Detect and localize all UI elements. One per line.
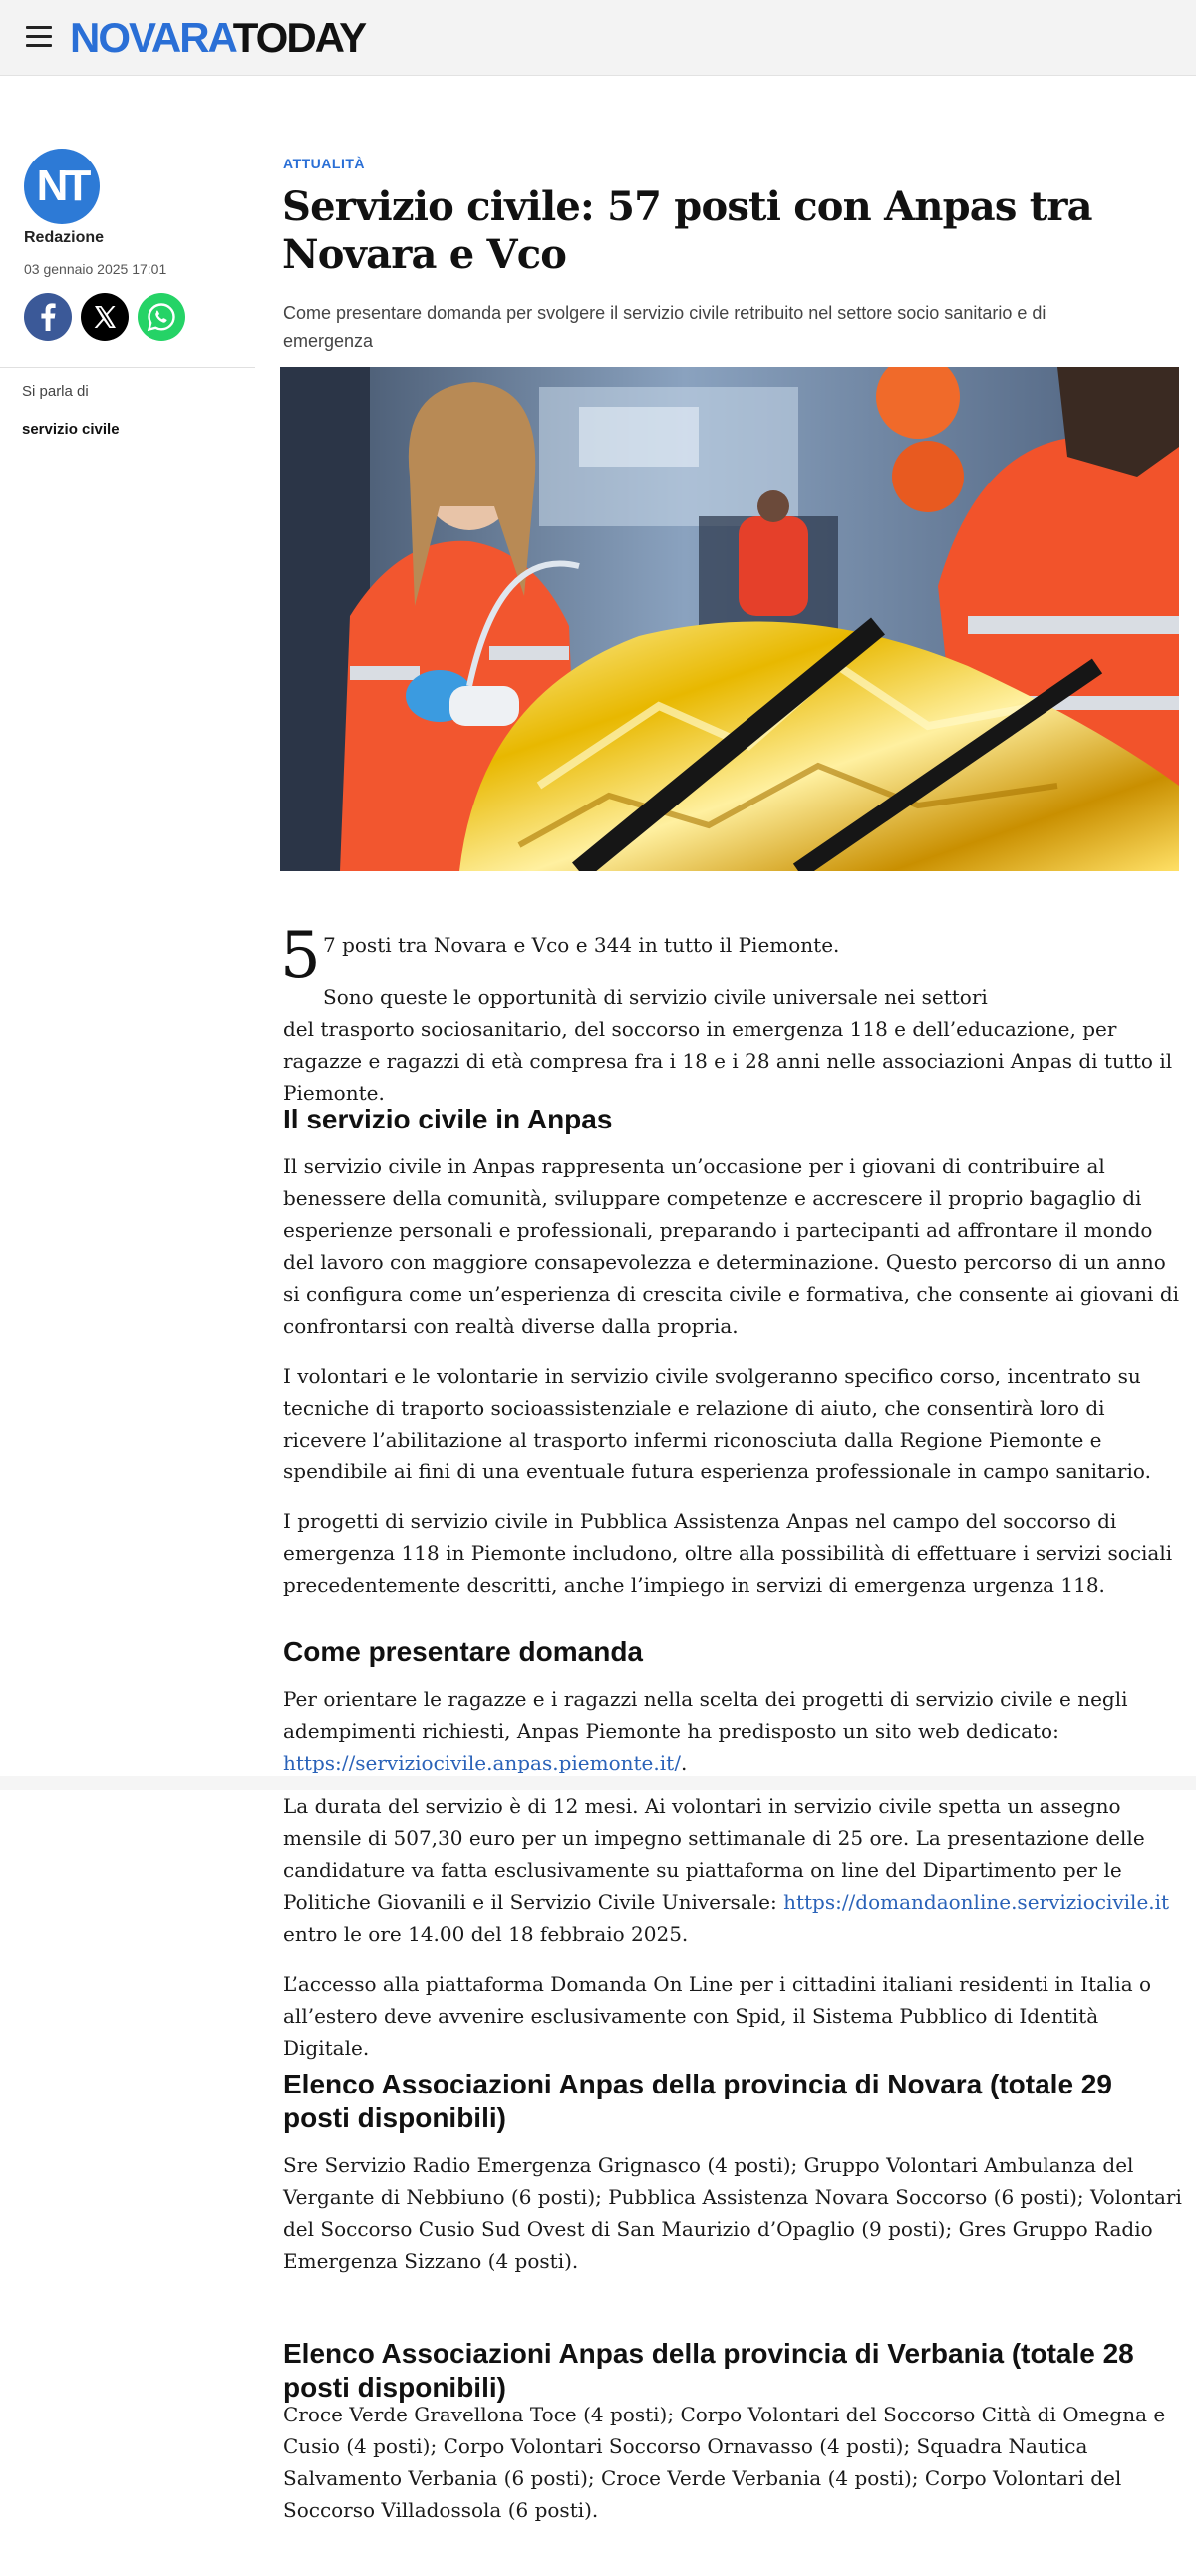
section-title-verbania: Elenco Associazioni Anpas della provincia di Verbania (totale 28 posti disponibili) [283, 2338, 1134, 2403]
facebook-share-button[interactable] [24, 293, 72, 341]
article-hero-image [280, 367, 1179, 871]
whatsapp-share-button[interactable] [138, 293, 185, 341]
section-anpas-paragraph-3: I progetti di servizio civile in Pubblica Assistenza Anpas nel campo del soccorso di emergenza 118 in Piemonte includono, oltre alla possibilità di effettuare i servizi sociali precedentemente descritti, anche l’impiego in servizi di emergenza urgenza 118. [283, 1509, 1173, 1597]
anpas-site-link[interactable]: https://serviziocivile.anpas.piemonte.it/ [283, 1751, 681, 1774]
category-label[interactable]: ATTUALITÀ [283, 156, 365, 171]
article-title: Servizio civile: 57 posti con Anpas tra Novara e Vco [282, 183, 1092, 278]
publish-date: 03 gennaio 2025 17:01 [24, 261, 167, 277]
content-separator-band [0, 1776, 1196, 1790]
section-novara-paragraph: Sre Servizio Radio Emergenza Grignasco (4 posti); Gruppo Volontari Ambulanza del Vergante di Nebbiuno (6 posti); Pubblica Assistenza Novara Soccorso (6 posti); Volontari del Soccorso Cusio Sud Ovest di San Maurizio d’Opaglio (9 posti); Gres Gruppo Radio Emergenza Sizzano (4 posti). [283, 2153, 1182, 2273]
drop-cap: 5 [280, 919, 321, 993]
author-avatar[interactable]: NT [24, 149, 100, 224]
lead-paragraph: 7 posti tra Novara e Vco e 344 in tutto il Piemonte. [323, 933, 840, 957]
section-title-anpas: Il servizio civile in Anpas [283, 1104, 613, 1134]
facebook-icon [24, 293, 72, 341]
section-verbania-paragraph: Croce Verde Gravellona Toce (4 posti); Corpo Volontari del Soccorso Città di Omegna e Cusio (4 posti); Corpo Volontari Soccorso Ornavasso (4 posti); Squadra Nautica Salvamento Verbania (6 posti); Croce Verde Verbania (4 posti); Corpo Volontari del Soccorso Villadossola (6 posti). [283, 2403, 1166, 2522]
section-domanda-paragraph-2: La durata del servizio è di 12 mesi. Ai volontari in servizio civile spetta un assegno mensile di 507,30 euro per un impegno settimanale di 25 ore. La presentazione delle candidature va fatta esclusivamente su piattaforma on line del Dipartimento per le Politiche Giovanili e il Servizio Civile Universale: https://domandaonline.serviziocivile.it entro le ore 14.00 del 18 febbraio 2025. [283, 1794, 1170, 1946]
section-anpas-paragraph-1: Il servizio civile in Anpas rappresenta un’occasione per i giovani di contribuire al benessere della comunità, sviluppare competenze e accrescere il proprio bagaglio di esperienze personali e professionali, preparando i partecipanti ad affrontare il mondo del lavoro con maggiore consapevolezza e determinazione. Questo percorso di un anno si configura come un’esperienza di crescita civile e formativa, che consente ai giovani di confrontarsi con realtà diverse dalla propria. [283, 1154, 1180, 1338]
domanda-online-link[interactable]: https://domandaonline.serviziocivile.it [783, 1890, 1170, 1914]
whatsapp-icon [138, 293, 185, 341]
section-anpas-paragraph-2: I volontari e le volontarie in servizio civile svolgeranno specifico corso, incentrato su tecniche di traporto socioassistenziale e relazione di aiuto, che consentirà loro di ricevere l’abilitazione al trasporto infermi riconosciuta dalla Regione Piemonte e spendibile ai fini di una eventuale futura esperienza professionale in campo sanitario. [283, 1364, 1151, 1483]
article-subtitle: Come presentare domanda per svolgere il servizio civile retribuito nel settore socio sanitario e di emergenza [283, 303, 1046, 351]
section-domanda-paragraph-3: L’accesso alla piattaforma Domanda On Line per i cittadini italiani residenti in Italia o all’estero deve avvenire esclusivamente con Spid, il Sistema Pubblico di Identità Digitale. [283, 1972, 1152, 2060]
x-icon [81, 293, 129, 341]
section-title-domanda: Come presentare domanda [283, 1636, 643, 1667]
topic-tag-link[interactable]: servizio civile [22, 421, 120, 438]
section-domanda-paragraph-1: Per orientare le ragazze e i ragazzi nella scelta dei progetti di servizio civile e negli adempimenti richiesti, Anpas Piemonte ha predisposto un sito web dedicato: https://serviziocivile.anpas.piemonte.it/. [283, 1687, 1128, 1774]
topics-label: Si parla di [22, 383, 89, 400]
site-logo[interactable]: NOVARATODAY [70, 14, 366, 61]
sidebar-divider [0, 367, 255, 368]
lead-paragraph-rest: del trasporto sociosanitario, del soccorso in emergenza 118 e dell’educazione, per ragazze e ragazzi di età compresa fra i 18 e i 28 anni nelle associazioni Anpas di tutto il Piemonte. [283, 1017, 1173, 1105]
author-name[interactable]: Redazione [24, 229, 105, 246]
menu-icon[interactable] [26, 26, 52, 48]
x-share-button[interactable] [81, 293, 129, 341]
lead-paragraph-continued: Sono queste le opportunità di servizio civile universale nei settori [323, 985, 988, 1009]
section-title-novara: Elenco Associazioni Anpas della provincia di Novara (totale 29 posti disponibili) [283, 2069, 1112, 2133]
site-header [0, 0, 1196, 76]
